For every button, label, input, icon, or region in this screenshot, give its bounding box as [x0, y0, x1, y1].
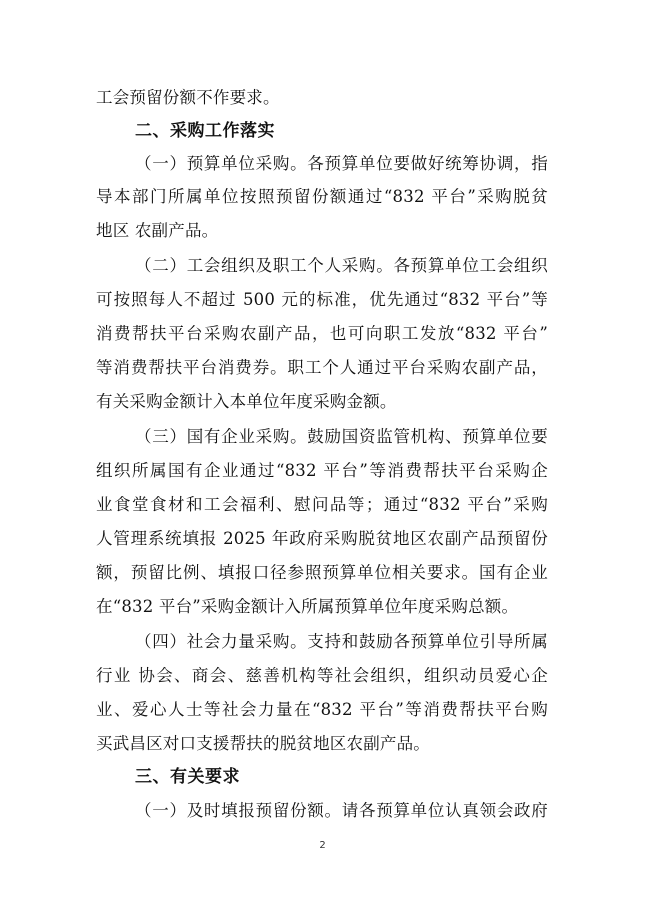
- paragraph-line: 人管理系统填报 2025 年政府采购脱贫地区农副产品预留份: [96, 529, 548, 548]
- section-heading-procurement: 二、采购工作落实: [135, 121, 275, 141]
- paragraph-line: （一）预算单位采购。各预算单位要做好统筹协调，指: [135, 154, 548, 173]
- paragraph-line: 等消费帮扶平台消费券。职工个人通过平台采购农副产品，: [96, 358, 548, 377]
- paragraph-line: 工会预留份额不作要求。: [96, 88, 280, 107]
- paragraph-line: （一）及时填报预留份额。请各预算单位认真领会政府: [135, 801, 548, 820]
- paragraph-line: 业、爱心人士等社会力量在“832 平台”等消费帮扶平台购: [96, 700, 548, 719]
- paragraph-line: 消费帮扶平台采购农副产品，也可向职工发放“832 平台”: [96, 324, 548, 343]
- paragraph-line: 组织所属国有企业通过“832 平台”等消费帮扶平台采购企: [96, 461, 548, 480]
- paragraph-line: 在“832 平台”采购金额计入所属预算单位年度采购总额。: [96, 597, 519, 616]
- paragraph-line: 可按照每人不超过 500 元的标准，优先通过“832 平台”等: [96, 290, 548, 309]
- paragraph-line: 业食堂食材和工会福利、慰问品等；通过“832 平台”采购: [96, 495, 548, 514]
- paragraph-line: 行业 协会、商会、慈善机构等社会组织，组织动员爱心企: [96, 666, 548, 685]
- paragraph-line: （四）社会力量采购。支持和鼓励各预算单位引导所属: [135, 632, 548, 651]
- paragraph-line: （二）工会组织及职工个人采购。各预算单位工会组织: [135, 256, 548, 275]
- section-heading-requirements: 三、有关要求: [135, 767, 240, 787]
- paragraph-line: 额，预留比例、填报口径参照预算单位相关要求。国有企业: [96, 563, 548, 582]
- page-number: 2: [319, 840, 326, 851]
- paragraph-line: 导本部门所属单位按照预留份额通过“832 平台”采购脱贫: [96, 187, 548, 206]
- paragraph-line: 买武昌区对口支援帮扶的脱贫地区农副产品。: [96, 734, 430, 753]
- paragraph-line: 有关采购金额计入本单位年度采购金额。: [96, 392, 397, 411]
- paragraph-line: （三）国有企业采购。鼓励国资监管机构、预算单位要: [135, 427, 548, 446]
- paragraph-line: 地区 农副产品。: [96, 221, 219, 240]
